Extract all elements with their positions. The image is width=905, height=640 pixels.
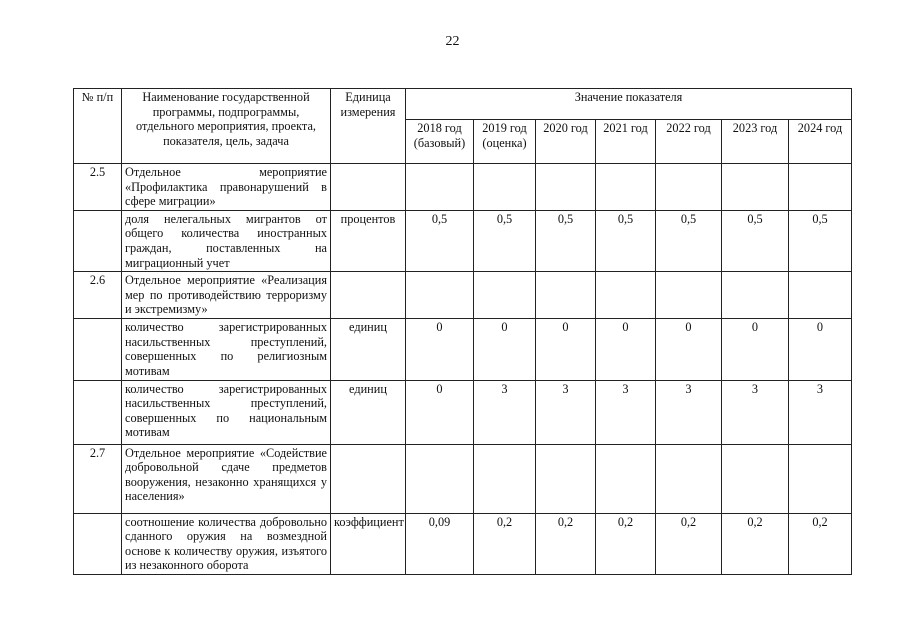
table-row xyxy=(74,210,852,271)
row-unit: процентов xyxy=(331,210,406,271)
row-value: 0 xyxy=(406,380,474,444)
row-number xyxy=(74,319,122,380)
row-number xyxy=(74,513,122,574)
header-year: 2023 год xyxy=(722,120,789,164)
row-value xyxy=(406,164,474,211)
row-value: 0,5 xyxy=(722,210,789,271)
row-value: 0 xyxy=(474,319,536,380)
header-name: Наименование государственной программы, подпрограммы, отдельного мероприятия, проекта, показателя, цель, задача xyxy=(122,89,331,164)
row-value: 0,5 xyxy=(406,210,474,271)
row-name: количество зарегистрированных насильственных преступлений, совершенных по национальным мотивам xyxy=(122,380,331,444)
row-value: 0 xyxy=(596,319,656,380)
row-number xyxy=(74,380,122,444)
row-value: 0,5 xyxy=(536,210,596,271)
row-value xyxy=(596,164,656,211)
row-value: 0,5 xyxy=(656,210,722,271)
row-value: 0,2 xyxy=(474,513,536,574)
row-value xyxy=(722,272,789,319)
row-value xyxy=(656,272,722,319)
row-value: 0 xyxy=(536,319,596,380)
row-number: 2.7 xyxy=(74,444,122,513)
row-value xyxy=(789,164,852,211)
row-value: 0 xyxy=(722,319,789,380)
table-row xyxy=(74,319,852,380)
row-value: 0,2 xyxy=(656,513,722,574)
row-value xyxy=(789,272,852,319)
row-value xyxy=(536,164,596,211)
header-value-group: Значение показателя xyxy=(406,89,852,120)
header-year: 2020 год xyxy=(536,120,596,164)
row-name: Отдельное мероприятие «Содействие добровольной сдаче предметов вооружения, незаконно хранящихся у населения» xyxy=(122,444,331,513)
row-value xyxy=(596,272,656,319)
row-value xyxy=(789,444,852,513)
row-number: 2.6 xyxy=(74,272,122,319)
row-value xyxy=(656,164,722,211)
header-year: 2024 год xyxy=(789,120,852,164)
header-year: 2021 год xyxy=(596,120,656,164)
row-unit: единиц xyxy=(331,380,406,444)
page-number: 22 xyxy=(445,34,460,49)
row-value: 0,5 xyxy=(474,210,536,271)
table-row xyxy=(74,513,852,574)
header-unit: Единица измерения xyxy=(331,89,406,164)
row-name: доля нелегальных мигрантов от общего количества иностранных граждан, поставленных на миграционный учет xyxy=(122,210,331,271)
table-row xyxy=(74,380,852,444)
row-value xyxy=(536,272,596,319)
table-row xyxy=(74,164,852,211)
row-value: 0 xyxy=(789,319,852,380)
row-name: количество зарегистрированных насильственных преступлений, совершенных по религиозным мотивам xyxy=(122,319,331,380)
row-value xyxy=(474,164,536,211)
row-value xyxy=(406,444,474,513)
row-number xyxy=(74,210,122,271)
row-value: 3 xyxy=(596,380,656,444)
row-value: 3 xyxy=(789,380,852,444)
row-value xyxy=(474,272,536,319)
row-value: 0 xyxy=(656,319,722,380)
row-number: 2.5 xyxy=(74,164,122,211)
table-row xyxy=(74,444,852,513)
header-year: 2019 год (оценка) xyxy=(474,120,536,164)
row-name: Отдельное мероприятие «Реализация мер по противодействию терроризму и экстремизму» xyxy=(122,272,331,319)
row-value: 3 xyxy=(722,380,789,444)
table-row xyxy=(74,272,852,319)
row-unit: единиц xyxy=(331,319,406,380)
row-value xyxy=(722,444,789,513)
row-value: 0,09 xyxy=(406,513,474,574)
row-value xyxy=(536,444,596,513)
row-value: 0,2 xyxy=(722,513,789,574)
row-name: соотношение количества добровольно сданного оружия на возмездной основе к количеству оружия, изъятого из незаконного оборота xyxy=(122,513,331,574)
indicators-table xyxy=(73,88,852,575)
row-value: 3 xyxy=(656,380,722,444)
row-value xyxy=(722,164,789,211)
row-value: 0,2 xyxy=(536,513,596,574)
header-num: № п/п xyxy=(74,89,122,164)
row-unit: коэффициент xyxy=(331,513,406,574)
row-unit xyxy=(331,444,406,513)
row-unit xyxy=(331,272,406,319)
row-value xyxy=(596,444,656,513)
row-value: 0,5 xyxy=(789,210,852,271)
row-value xyxy=(474,444,536,513)
row-name: Отдельное мероприятие «Профилактика правонарушений в сфере миграции» xyxy=(122,164,331,211)
row-value: 3 xyxy=(474,380,536,444)
header-year: 2018 год (базовый) xyxy=(406,120,474,164)
row-unit xyxy=(331,164,406,211)
row-value xyxy=(406,272,474,319)
row-value: 0,5 xyxy=(596,210,656,271)
row-value: 0 xyxy=(406,319,474,380)
header-year: 2022 год xyxy=(656,120,722,164)
row-value: 0,2 xyxy=(596,513,656,574)
row-value: 3 xyxy=(536,380,596,444)
row-value: 0,2 xyxy=(789,513,852,574)
row-value xyxy=(656,444,722,513)
